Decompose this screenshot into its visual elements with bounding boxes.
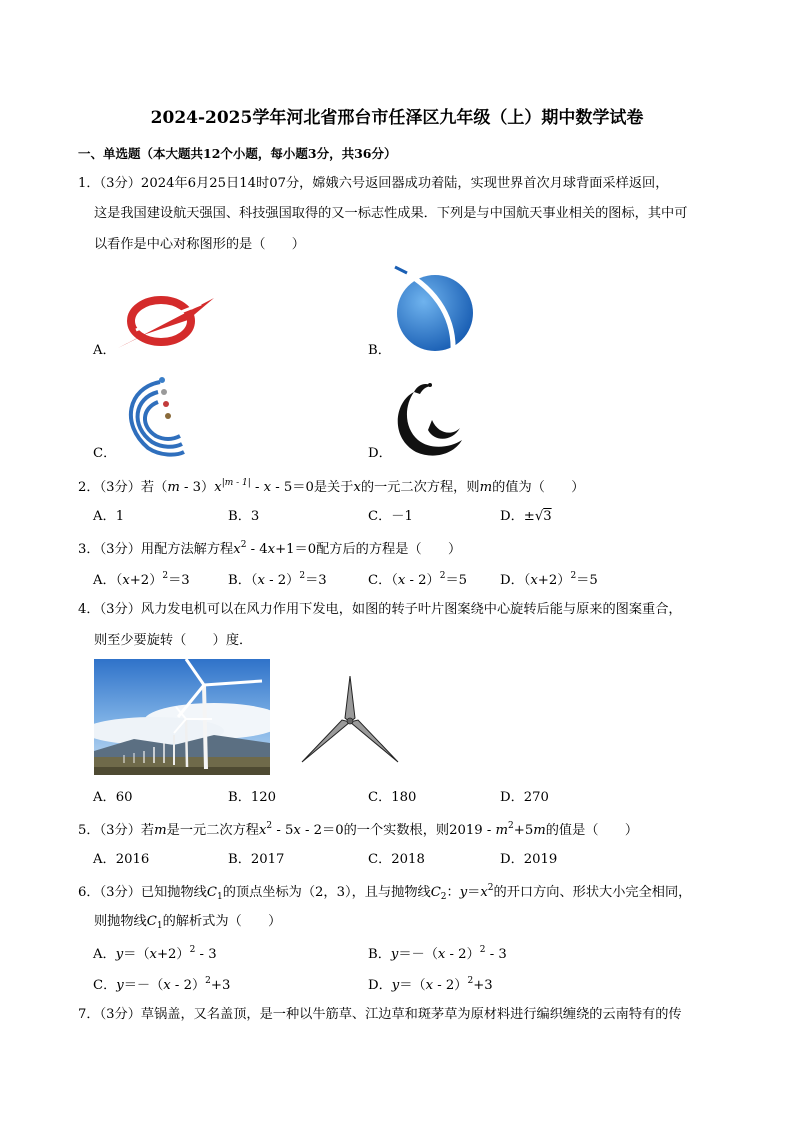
q3-option-b[interactable]: B．（x - 2）$^2$＝3 — [228, 571, 327, 588]
q1-line3: 以看作是中心对称图形的是（ ） — [94, 237, 305, 252]
red-logo-icon — [116, 290, 216, 352]
q4-option-d[interactable]: D．270 — [500, 790, 549, 805]
q1-line2: 这是我国建设航天强国、科技强国取得的又一标志性成果．下列是与中国航天事业相关的图标，其中可 — [94, 206, 688, 221]
q1-option-b[interactable]: B． — [368, 343, 391, 358]
q1-option-c[interactable]: C． — [93, 446, 117, 461]
q6-option-b[interactable]: B．y＝－（x - 2）$^2$ - 3 — [368, 945, 507, 962]
black-crescent-icon — [392, 380, 464, 460]
q1-line1: 1．（3分）2024年6月25日14时07分，嫦娥六号返回器成功着陆，实现世界首次月球背面采样返回， — [78, 176, 669, 191]
wind-turbine-photo — [94, 659, 270, 775]
q3-option-d[interactable]: D．$(x+2)^2=5$ — [500, 571, 598, 588]
q4-line1: 4．（3分）风力发电机可以在风力作用下发电，如图的转子叶片图案绕中心旋转后能与原来的图案重合， — [78, 602, 682, 617]
q2-option-c[interactable]: C．－1 — [368, 509, 413, 524]
rotor-blade-diagram — [300, 676, 400, 766]
page-title: 2024-2025学年河北省邢台市任泽区九年级（上）期中数学试卷 — [150, 108, 644, 128]
q6-line2: 则抛物线$C_1$的解析式为（ ） — [94, 914, 282, 931]
q7-line1: 7．（3分）草锅盖，又名盖顶，是一种以牛筋草、江边草和斑茅草为原材料进行编织缠绕的云南特有的传 — [78, 1007, 682, 1022]
section-heading: 一、单选题（本大题共12个小题，每小题3分，共36分） — [78, 146, 397, 161]
q3-option-a[interactable]: A．$(x+2)^2=3$ — [93, 571, 190, 588]
q6-option-c[interactable]: C．y＝－（x - 2）$^2$+3 — [93, 976, 231, 993]
q4-option-c[interactable]: C．180 — [368, 790, 417, 805]
q2-option-b[interactable]: B．3 — [228, 509, 260, 524]
blue-sphere-icon — [393, 265, 477, 355]
q2-stem: 2．（3分）若$(m - 3)x^{|m - 1|} - x - 5=0$是关于x的一元二次方程，则m的值为（ ） — [78, 478, 585, 495]
q5-option-c[interactable]: C．2018 — [368, 852, 425, 867]
blue-arcs-icon — [118, 374, 188, 460]
q4-option-b[interactable]: B．120 — [228, 790, 277, 805]
q2-option-a[interactable]: A．1 — [93, 509, 125, 524]
q3-stem: 3．（3分）用配方法解方程$x^2 - 4x+1=0$配方后的方程是（ ） — [78, 540, 462, 557]
q6-option-d[interactable]: D．y＝（x - 2）$^2$+3 — [368, 976, 493, 993]
q5-stem: 5．（3分）若m是一元二次方程$x^2 - 5x - 2=0$的一个实数根，则$2019 - m^2+5m$的值是（ ） — [78, 821, 639, 838]
q1-option-d[interactable]: D． — [368, 446, 392, 461]
q5-option-b[interactable]: B．2017 — [228, 852, 285, 867]
q4-option-a[interactable]: A．60 — [93, 790, 133, 805]
q2-option-d[interactable]: D．±√3 — [500, 509, 552, 524]
q6-line1: 6．（3分）已知抛物线$C_1$的顶点坐标为（2，3），且与抛物线$C_2$：$y=x^2$的开口方向、形状大小完全相同， — [78, 883, 692, 902]
q3-option-c[interactable]: C．（x - 2）$^2$＝5 — [368, 571, 468, 588]
q1-option-a[interactable]: A． — [93, 343, 116, 358]
q5-option-a[interactable]: A．2016 — [93, 852, 150, 867]
q4-line2: 则至少要旋转（ ）度． — [94, 633, 253, 648]
q6-option-a[interactable]: A．$y=(x+2)^2 - 3$ — [93, 945, 217, 962]
q5-option-d[interactable]: D．2019 — [500, 852, 558, 867]
